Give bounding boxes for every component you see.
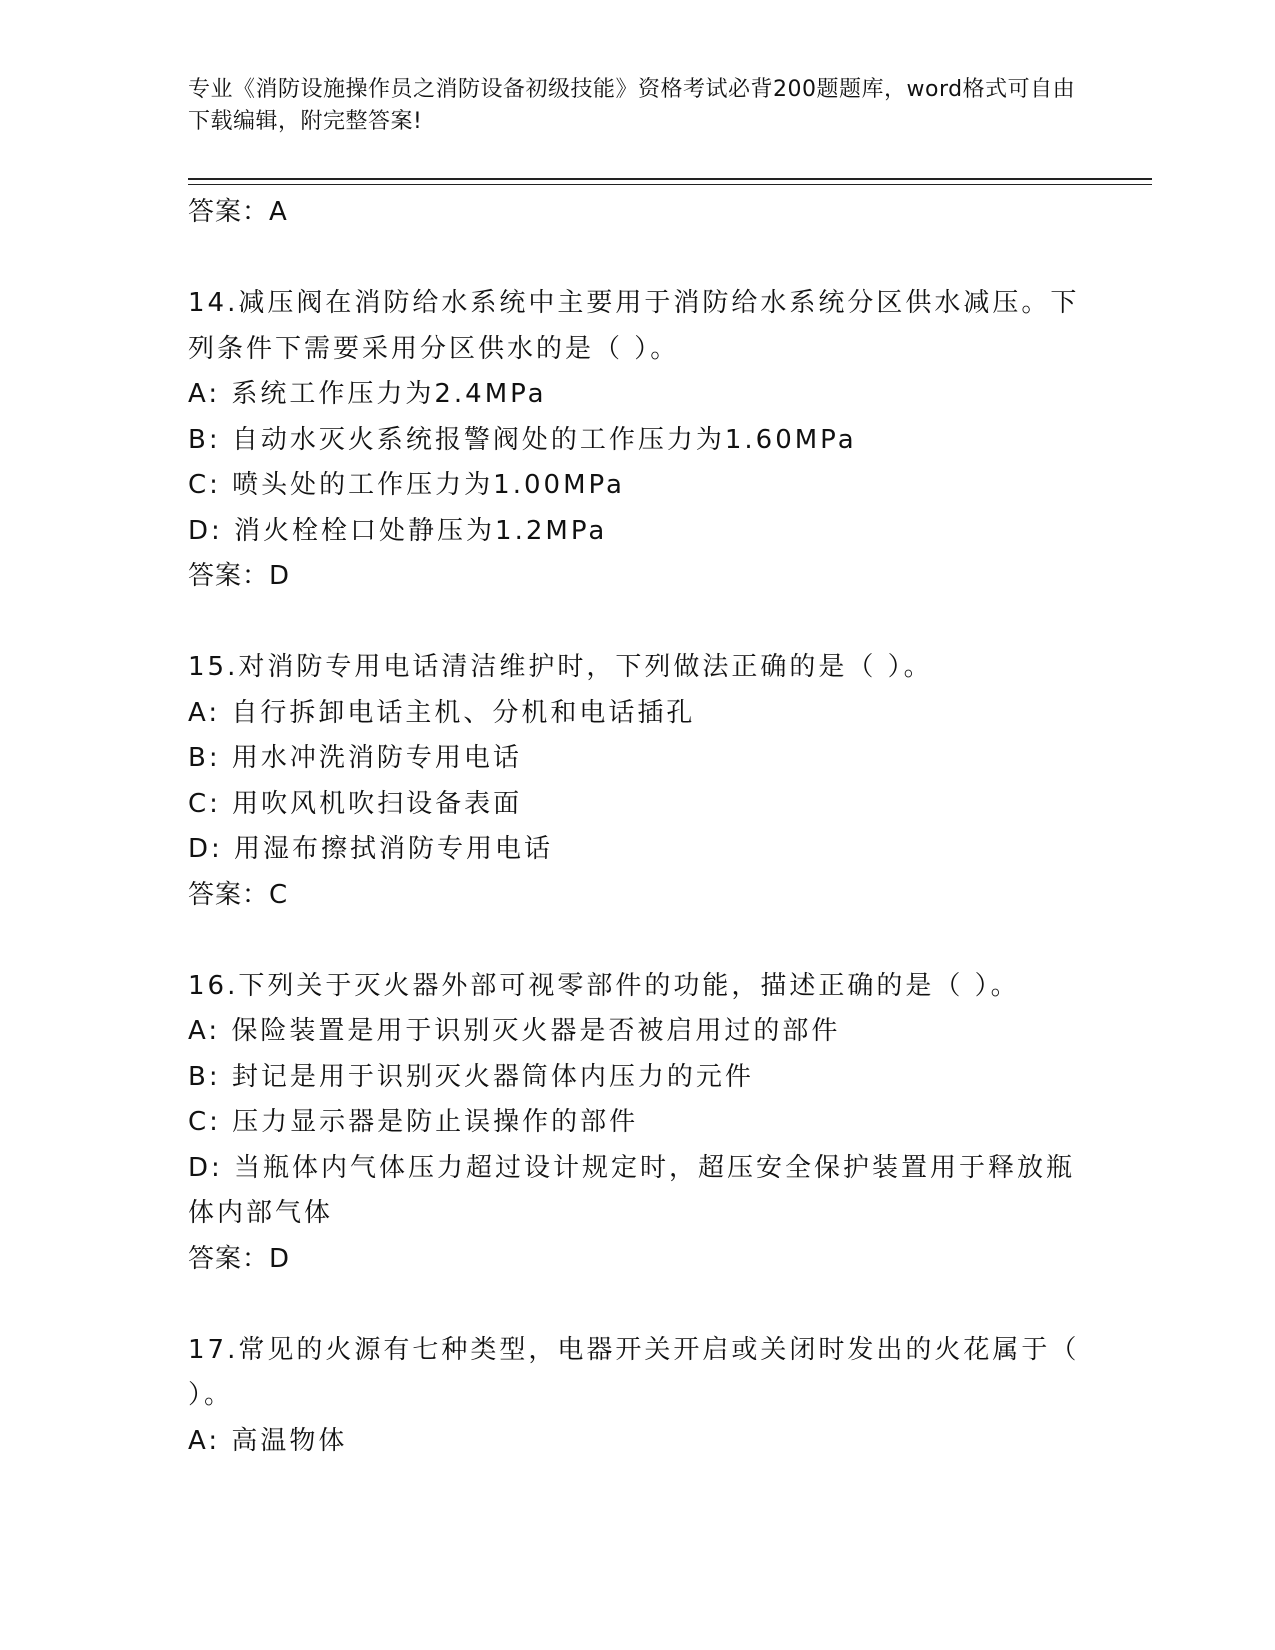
answer: 答案：C xyxy=(188,879,289,910)
option-a: A: 自行拆卸电话主机、分机和电话插孔 xyxy=(188,697,696,728)
spacer xyxy=(188,918,1088,964)
header-rule-thick xyxy=(188,178,1152,180)
option-d-continued: 体内部气体 xyxy=(188,1198,334,1228)
spacer xyxy=(188,600,1088,646)
option-c: C: 压力显示器是防止误操作的部件 xyxy=(188,1107,639,1137)
option-b: B: 自动水灭火系统报警阀处的工作压力为1.60MPa xyxy=(188,424,857,455)
question-stem-continued: 列条件下需要采用分区供水的是（ ）。 xyxy=(188,333,680,364)
option-a: A: 系统工作压力为2.4MPa xyxy=(188,379,547,409)
document-body xyxy=(188,190,1088,1464)
question-16 xyxy=(188,964,1088,1283)
option-d: D: 用湿布擦拭消防专用电话 xyxy=(188,834,554,864)
option-a: A: 高温物体 xyxy=(188,1425,348,1456)
option-c: C: 喷头处的工作压力为1.00MPa xyxy=(188,470,625,500)
question-17 xyxy=(188,1328,1088,1465)
spacer xyxy=(188,1282,1088,1328)
option-b: B: 用水冲洗消防专用电话 xyxy=(188,743,522,773)
question-15 xyxy=(188,645,1088,918)
header-rule-thin xyxy=(188,184,1152,185)
option-b: B: 封记是用于识别灭火器筒体内压力的元件 xyxy=(188,1061,754,1092)
question-stem: 16.下列关于灭火器外部可视零部件的功能，描述正确的是（ ）。 xyxy=(188,970,1020,1001)
option-c: C: 用吹风机吹扫设备表面 xyxy=(188,788,523,819)
previous-answer: 答案：A xyxy=(188,197,288,227)
question-stem-continued: ）。 xyxy=(188,1380,234,1410)
question-stem: 15.对消防专用电话清洁维护时，下列做法正确的是（ ）。 xyxy=(188,652,933,682)
option-d: D: 消火栓栓口处静压为1.2MPa xyxy=(188,515,608,546)
question-stem: 17.常见的火源有七种类型，电器开关开启或关闭时发出的火花属于（ xyxy=(188,1334,1080,1365)
answer: 答案：D xyxy=(188,561,291,591)
question-14 xyxy=(188,281,1088,600)
document-header: 专业《消防设施操作员之消防设备初级技能》资格考试必背200题题库，word格式可自由下载编辑，附完整答案! xyxy=(188,77,1076,134)
option-d: D: 当瓶体内气体压力超过设计规定时，超压安全保护装置用于释放瓶 xyxy=(188,1152,1076,1183)
spacer xyxy=(188,236,1088,282)
answer: 答案：D xyxy=(188,1243,291,1274)
option-a: A: 保险装置是用于识别灭火器是否被启用过的部件 xyxy=(188,1016,841,1046)
question-stem: 14.减压阀在消防给水系统中主要用于消防给水系统分区供水减压。下 xyxy=(188,288,1080,318)
